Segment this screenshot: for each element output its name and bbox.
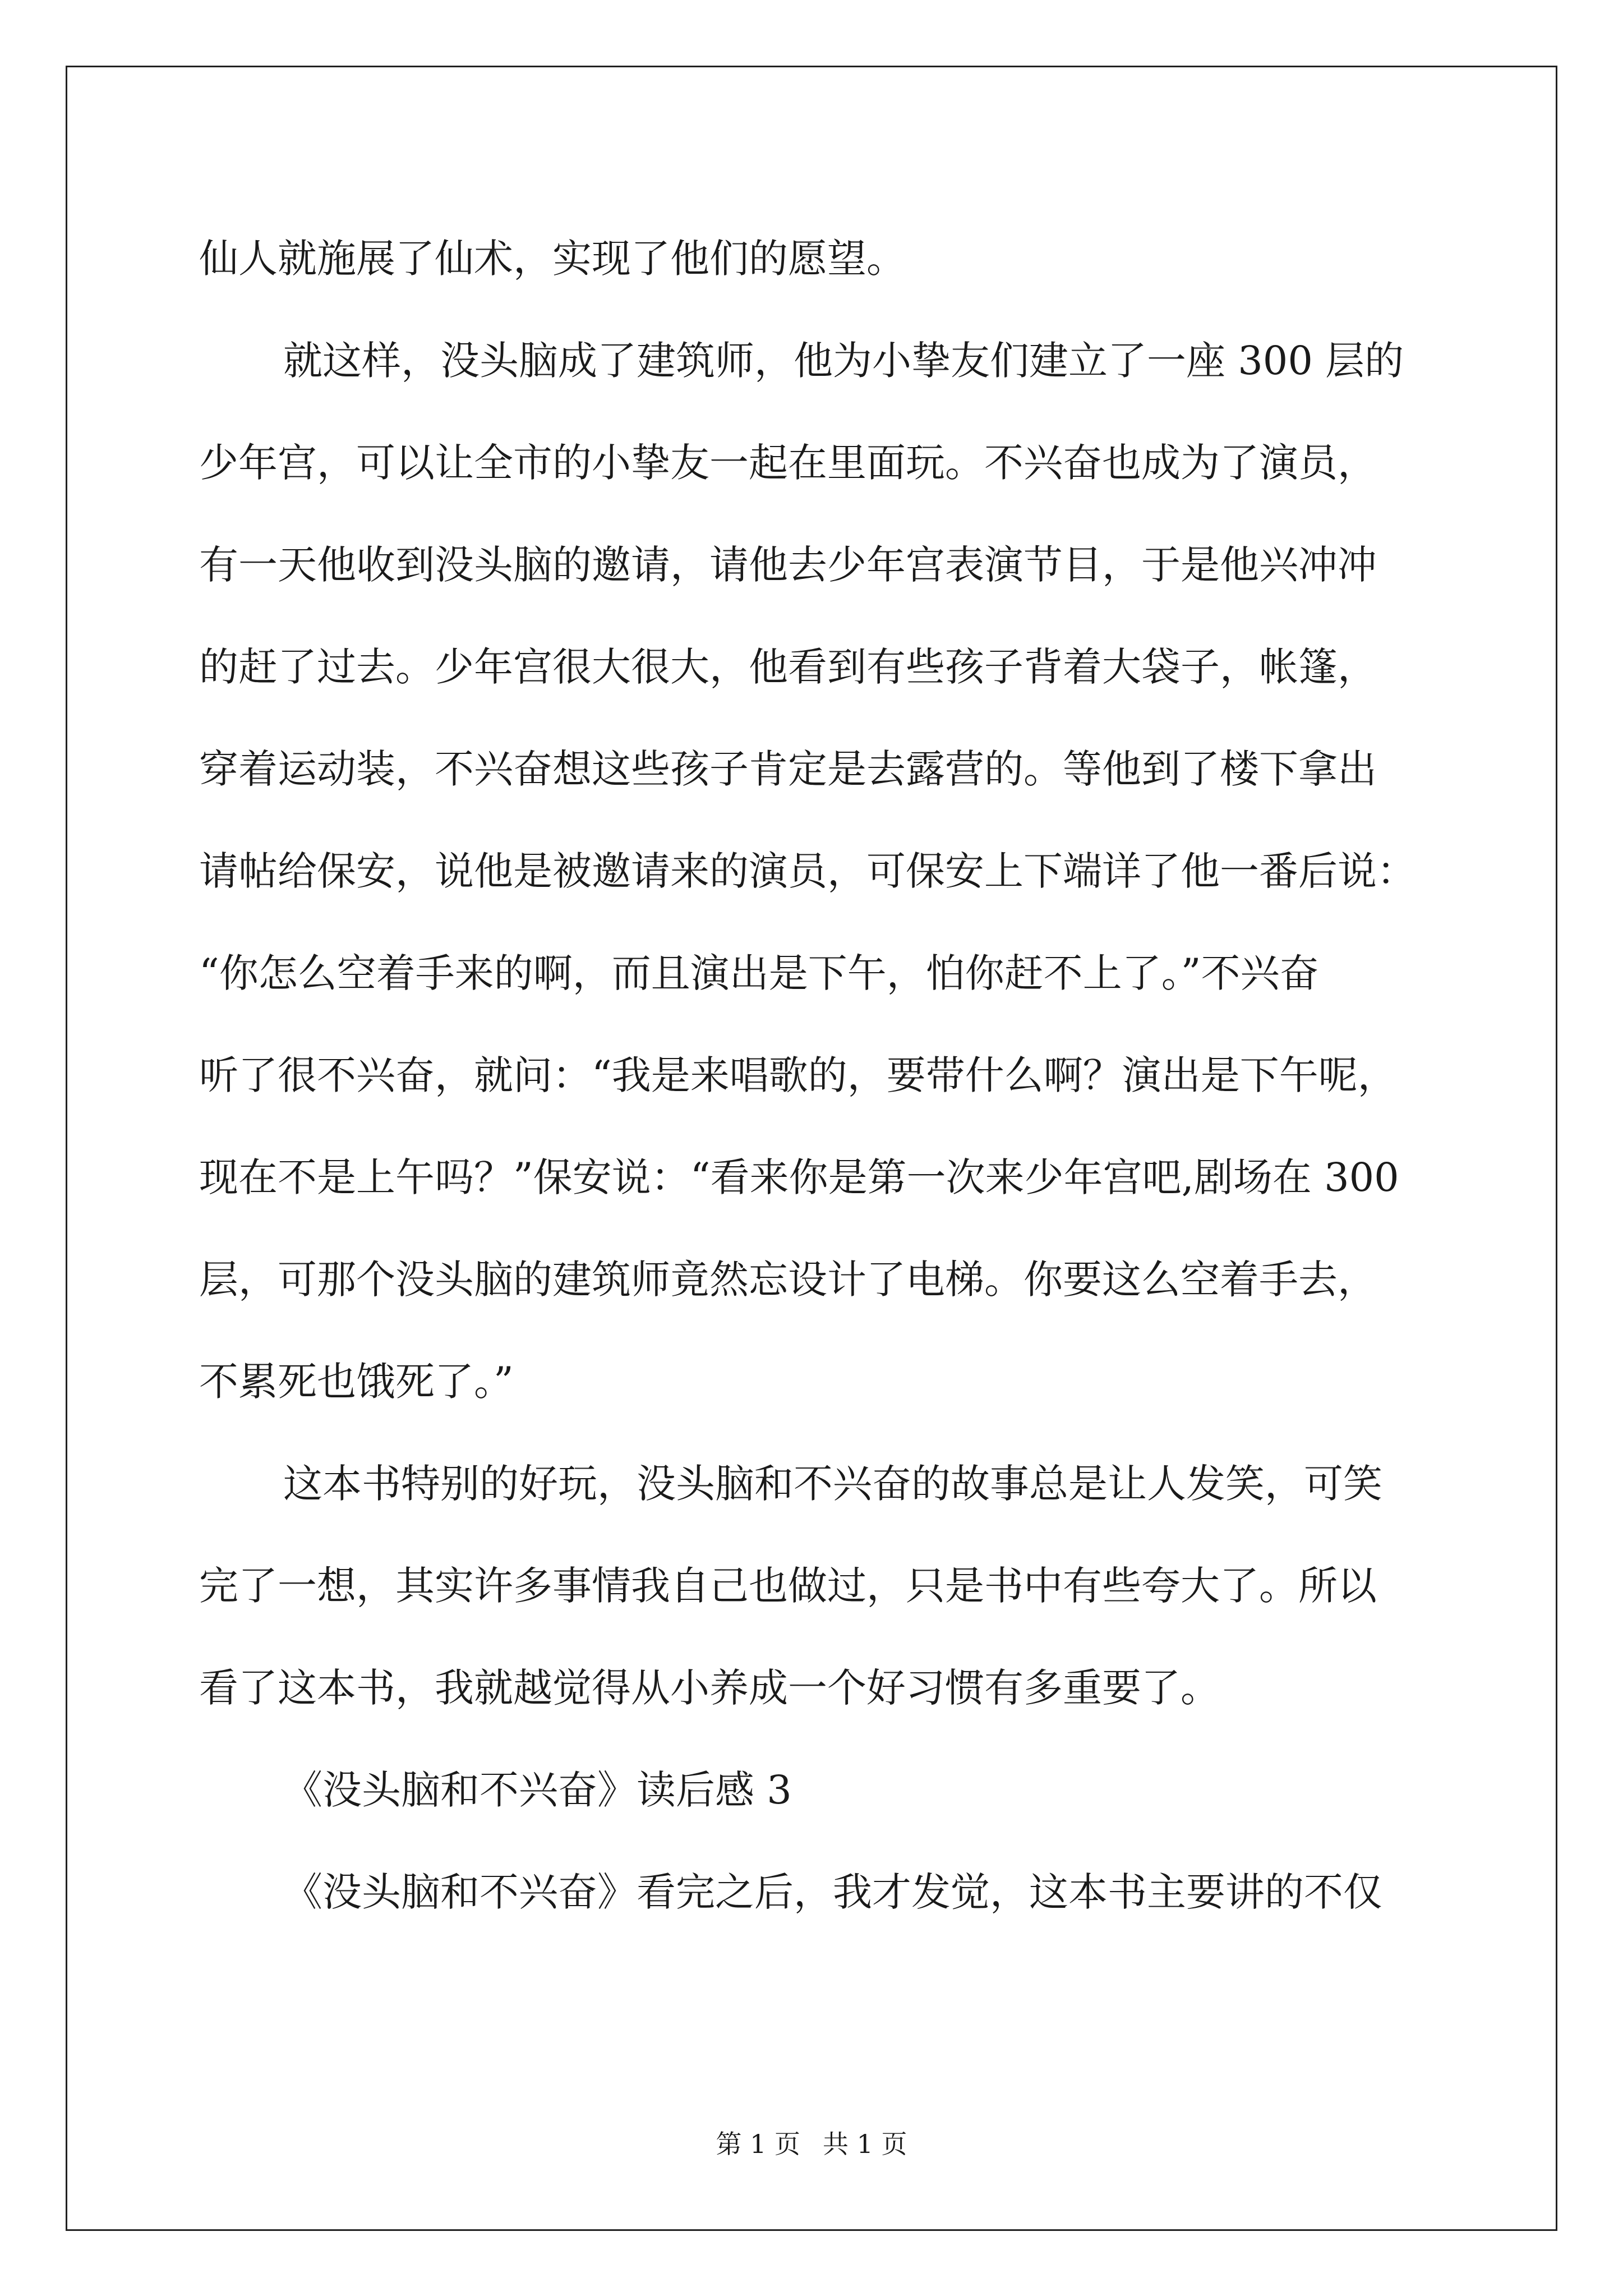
paragraph-start-line: 就这样，没头脑成了建筑师，他为小挚友们建立了一座 300 层的 [283,338,1404,384]
page-footer [0,2127,1623,2161]
paragraph-start-line: 这本书特别的好玩，没头脑和不兴奋的故事总是让人发笑，可笑 [283,1461,1382,1507]
text-line: 的赶了过去。少年宫很大很大，他看到有些孩子背着大袋子，帐篷， [199,644,1377,690]
document-body [199,208,1455,1943]
text-line: 层，可那个没头脑的建筑师竟然忘设计了电梯。你要这么空着手去， [199,1257,1377,1303]
text-line: “你怎么空着手来的啊，而且演出是下午，怕你赶不上了。”不兴奋 [199,950,1319,996]
page-number-total: 共 1 页 [823,2129,907,2159]
section-title: 《没头脑和不兴奋》读后感 3 [283,1767,792,1813]
text-line: 穿着运动装，不兴奋想这些孩子肯定是去露营的。等他到了楼下拿出 [199,746,1377,792]
text-line: 少年宫，可以让全市的小挚友一起在里面玩。不兴奋也成为了演员， [199,440,1377,486]
text-line: 有一天他收到没头脑的邀请，请他去少年宫表演节目，于是他兴冲冲 [199,542,1377,588]
page-number-current: 第 1 页 [716,2129,800,2159]
text-line: 看了这本书，我就越觉得从小养成一个好习惯有多重要了。 [199,1665,1220,1711]
text-line: 不累死也饿死了。” [199,1359,514,1405]
paragraph-start-line: 《没头脑和不兴奋》看完之后，我才发觉，这本书主要讲的不仅 [283,1869,1382,1915]
text-line: 完了一想，其实许多事情我自己也做过，只是书中有些夸大了。所以 [199,1563,1377,1609]
text-line: 听了很不兴奋，就问：“我是来唱歌的，要带什么啊？演出是下午呢， [199,1052,1397,1098]
text-line: 现在不是上午吗？”保安说：“看来你是第一次来少年宫吧,剧场在 300 [199,1154,1399,1200]
text-line: 仙人就施展了仙术，实现了他们的愿望。 [199,236,906,282]
text-line: 请帖给保安，说他是被邀请来的演员，可保安上下端详了他一番后说： [199,848,1416,894]
